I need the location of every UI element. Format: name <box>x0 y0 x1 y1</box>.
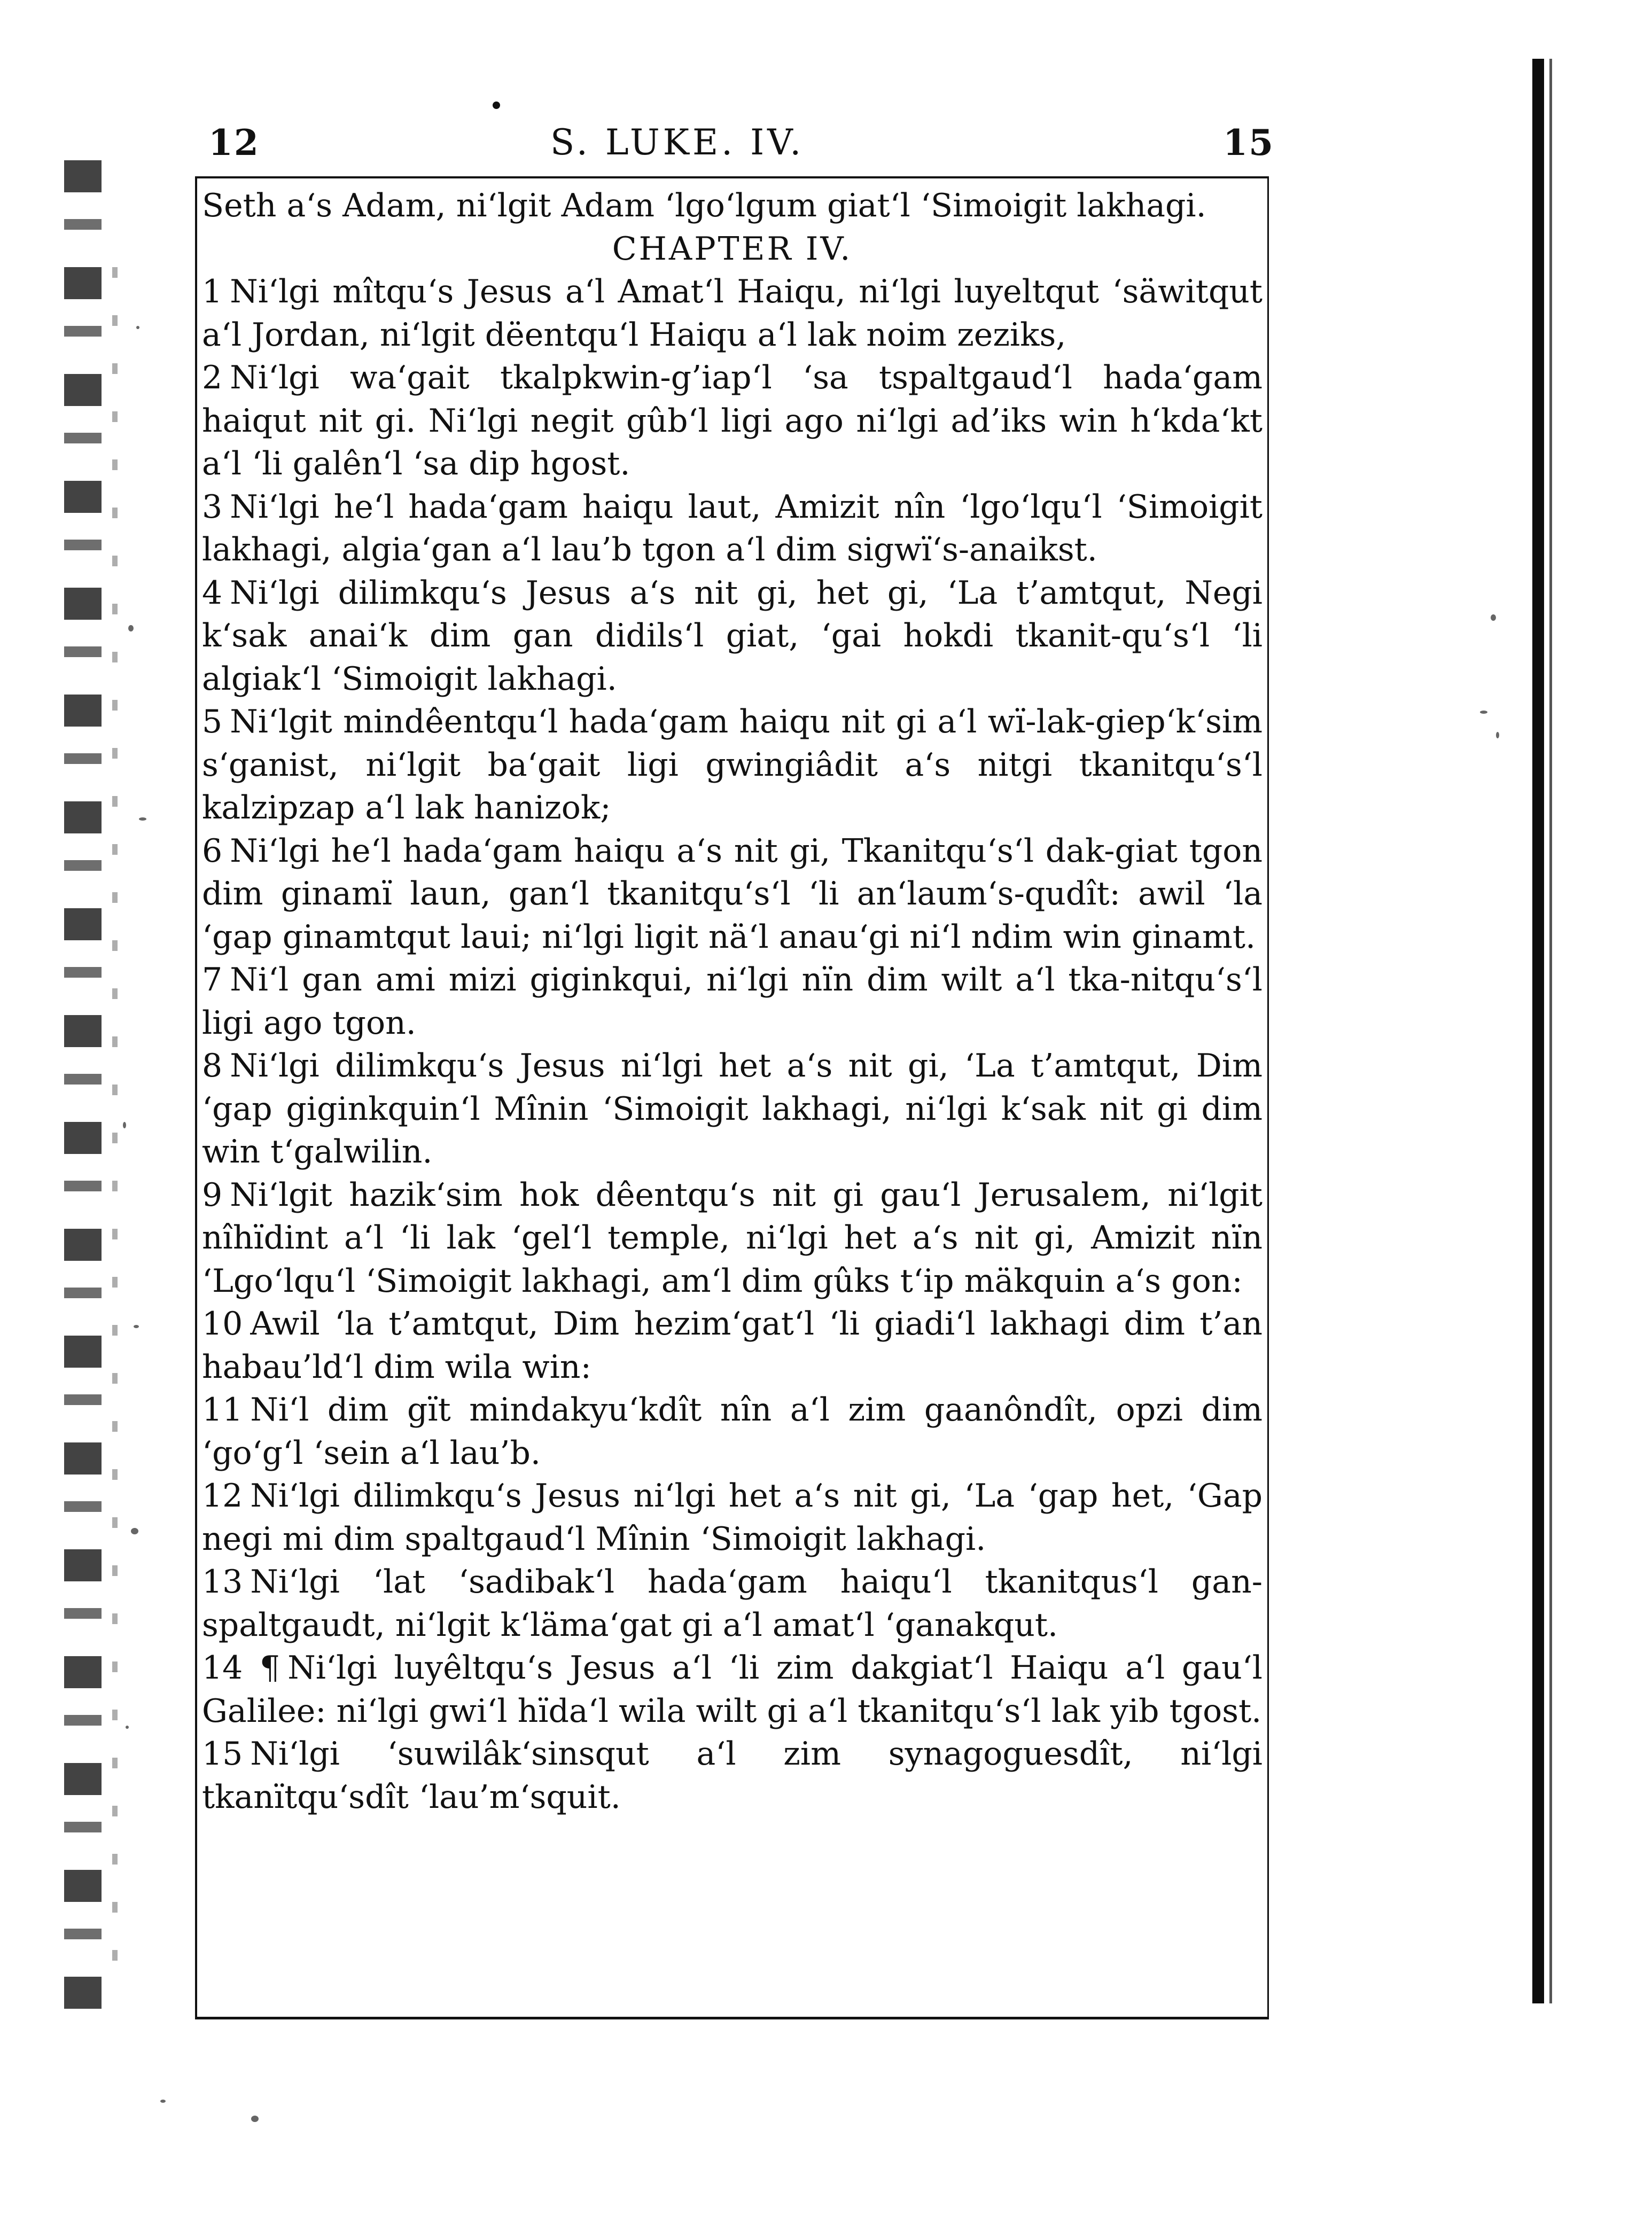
right-page-edge-bar <box>1532 59 1544 2003</box>
verse-number: 8 <box>202 1047 223 1085</box>
verse <box>202 270 1263 356</box>
scan-speck <box>131 1528 138 1534</box>
verse-text: Ni‘lgi mîtqu‘s Jesus a‘l Amat‘l Haiqu, ni‘lgi luyeltqut ‘säwitqut a‘l Jordan, ni‘lgit dëentqu‘l Haiqu a‘l lak noim zeziks, <box>202 273 1263 354</box>
page-number-right: 15 <box>1223 122 1274 163</box>
verse-number: 12 <box>202 1477 243 1515</box>
verse-text: Ni‘lgi he‘l hada‘gam haiqu laut, Amizit nîn ‘lgo‘lqu‘l ‘Simoigit lakhagi, algia‘gan a‘l lau’b tgon a‘l dim sigwï‘s-anaikst. <box>202 488 1263 568</box>
verse <box>202 1561 1263 1647</box>
scan-speck <box>160 2100 166 2103</box>
verse-text: Awil ‘la t’amtqut, Dim hezim‘gat‘l ‘li giadi‘l lakhagi dim t’an habau’ld‘l dim wila win: <box>202 1305 1263 1386</box>
binding-edge-artifact-thin <box>112 267 118 1977</box>
verse <box>202 1044 1263 1174</box>
verse <box>202 572 1263 701</box>
verse <box>202 1475 1263 1561</box>
verse <box>202 958 1263 1044</box>
verse-number: 7 <box>202 961 223 999</box>
chapter-heading: CHAPTER IV. <box>612 230 853 268</box>
page-number-left: 12 <box>208 122 260 163</box>
scan-speck <box>1480 711 1487 714</box>
verse-number: 4 <box>202 574 223 612</box>
verse <box>202 356 1263 486</box>
scan-speck <box>1496 732 1499 738</box>
verse <box>202 1647 1263 1733</box>
verse-text: Ni‘lgit hazik‘sim hok dêentqu‘s nit gi gau‘l Jerusalem, ni‘lgit nîhïdint a‘l ‘li lak ‘gel‘l temple, ni‘lgi het a‘s nit gi, Amizit nïn ‘Lgo‘lqu‘l ‘Simoigit lakhagi, am‘l dim gûks t‘ip mäkquin a‘s gon: <box>202 1176 1263 1300</box>
verse-text: Ni‘lgit mindêentqu‘l hada‘gam haiqu nit gi a‘l wï-lak-giep‘k‘sim s‘ganist, ni‘lgit ba‘gait ligi gwingiâdit a‘s nitgi tkanitqu‘s‘l kalzipzap a‘l lak hanizok; <box>202 703 1263 826</box>
verse-number: 10 <box>202 1305 243 1343</box>
verse <box>202 1302 1263 1388</box>
verse-number: 14 ¶ <box>202 1649 280 1687</box>
verse-text: Ni‘l dim gït mindakyu‘kdît nîn a‘l zim gaanôndît, opzi dim ‘go‘g‘l ‘sein a‘l lau’b. <box>202 1391 1263 1472</box>
running-header <box>208 122 1274 175</box>
verse <box>202 486 1263 572</box>
verse-list <box>202 270 1263 1819</box>
verse-number: 6 <box>202 832 223 870</box>
verse-text: Ni‘lgi ‘lat ‘sadibak‘l hada‘gam haiqu‘l tkanitqus‘l gan-spaltgaudt, ni‘lgit k‘läma‘gat gi a‘l amat‘l ‘ganakqut. <box>202 1563 1263 1644</box>
right-page-edge-line <box>1549 59 1552 2003</box>
verse <box>202 1174 1263 1303</box>
verse <box>202 1733 1263 1819</box>
verse-text: Ni‘l gan ami mizi giginkqui, ni‘lgi nïn dim wilt a‘l tka-nitqu‘s‘l ligi ago tgon. <box>202 961 1263 1042</box>
continued-genealogy-line: Seth a‘s Adam, ni‘lgit Adam ‘lgo‘lgum giat‘l ‘Simoigit lakhagi. <box>202 187 1206 224</box>
verse <box>202 700 1263 830</box>
running-title: S. LUKE. IV. <box>550 122 805 163</box>
verse-text: Ni‘lgi dilimkqu‘s Jesus a‘s nit gi, het gi, ‘La t’amtqut, Negi k‘sak anai‘k dim gan didils‘l giat, ‘gai hokdi tkanit-qu‘s‘l ‘li algiak‘l ‘Simoigit lakhagi. <box>202 574 1263 698</box>
body-text <box>202 184 1263 1819</box>
verse-text: Ni‘lgi he‘l hada‘gam haiqu a‘s nit gi, Tkanitqu‘s‘l dak-giat tgon dim ginamï laun, gan‘l tkanitqu‘s‘l ‘li an‘laum‘s-qudît: awil ‘la ‘gap ginamtqut laui; ni‘lgi ligit nä‘l anau‘gi ni‘l ndim win ginamt. <box>202 832 1263 956</box>
scan-speck <box>136 326 139 329</box>
scan-speck <box>251 2116 259 2122</box>
verse <box>202 1388 1263 1475</box>
verse-number: 5 <box>202 703 223 740</box>
scan-speck <box>134 1325 139 1328</box>
verse-text: Ni‘lgi dilimkqu‘s Jesus ni‘lgi het a‘s nit gi, ‘La t’amtqut, Dim ‘gap giginkquin‘l Mînin ‘Simoigit lakhagi, ni‘lgi k‘sak nit gi dim win t‘galwilin. <box>202 1047 1263 1171</box>
scan-speck <box>123 1122 126 1128</box>
verse-number: 2 <box>202 359 223 396</box>
verse-number: 3 <box>202 488 223 526</box>
verse-text: Ni‘lgi dilimkqu‘s Jesus ni‘lgi het a‘s nit gi, ‘La ‘gap het, ‘Gap negi mi dim spaltgaud‘l Mînin ‘Simoigit lakhagi. <box>202 1477 1263 1558</box>
verse-number: 13 <box>202 1563 243 1601</box>
verse <box>202 830 1263 959</box>
verse-number: 1 <box>202 273 223 310</box>
scan-speck <box>139 817 146 821</box>
scan-speck <box>1491 614 1496 621</box>
verse-text: Ni‘lgi wa‘gait tkalpkwin-g’iap‘l ‘sa tspaltgaud‘l hada‘gam haiqut nit gi. Ni‘lgi negit gûb‘l ligi ago ni‘lgi ad’iks win h‘kda‘kt a‘l ‘li galên‘l ‘sa dip hgost. <box>202 359 1263 482</box>
verse-number: 15 <box>202 1735 243 1773</box>
verse-text: Ni‘lgi ‘suwilâk‘sinsqut a‘l zim synagoguesdît, ni‘lgi tkanïtqu‘sdît ‘lau’m‘squit. <box>202 1735 1263 1816</box>
binding-edge-artifact <box>64 160 102 2030</box>
verse-number: 9 <box>202 1176 223 1214</box>
header-dot-mark <box>493 102 500 109</box>
scan-speck <box>128 625 134 631</box>
verse-number: 11 <box>202 1391 243 1429</box>
verse-text: Ni‘lgi luyêltqu‘s Jesus a‘l ‘li zim dakgiat‘l Haiqu a‘l gau‘l Galilee: ni‘lgi gwi‘l hïda‘l wila wilt gi a‘l tkanitqu‘s‘l lak yib tgost. <box>202 1649 1263 1730</box>
scan-speck <box>126 1726 129 1729</box>
